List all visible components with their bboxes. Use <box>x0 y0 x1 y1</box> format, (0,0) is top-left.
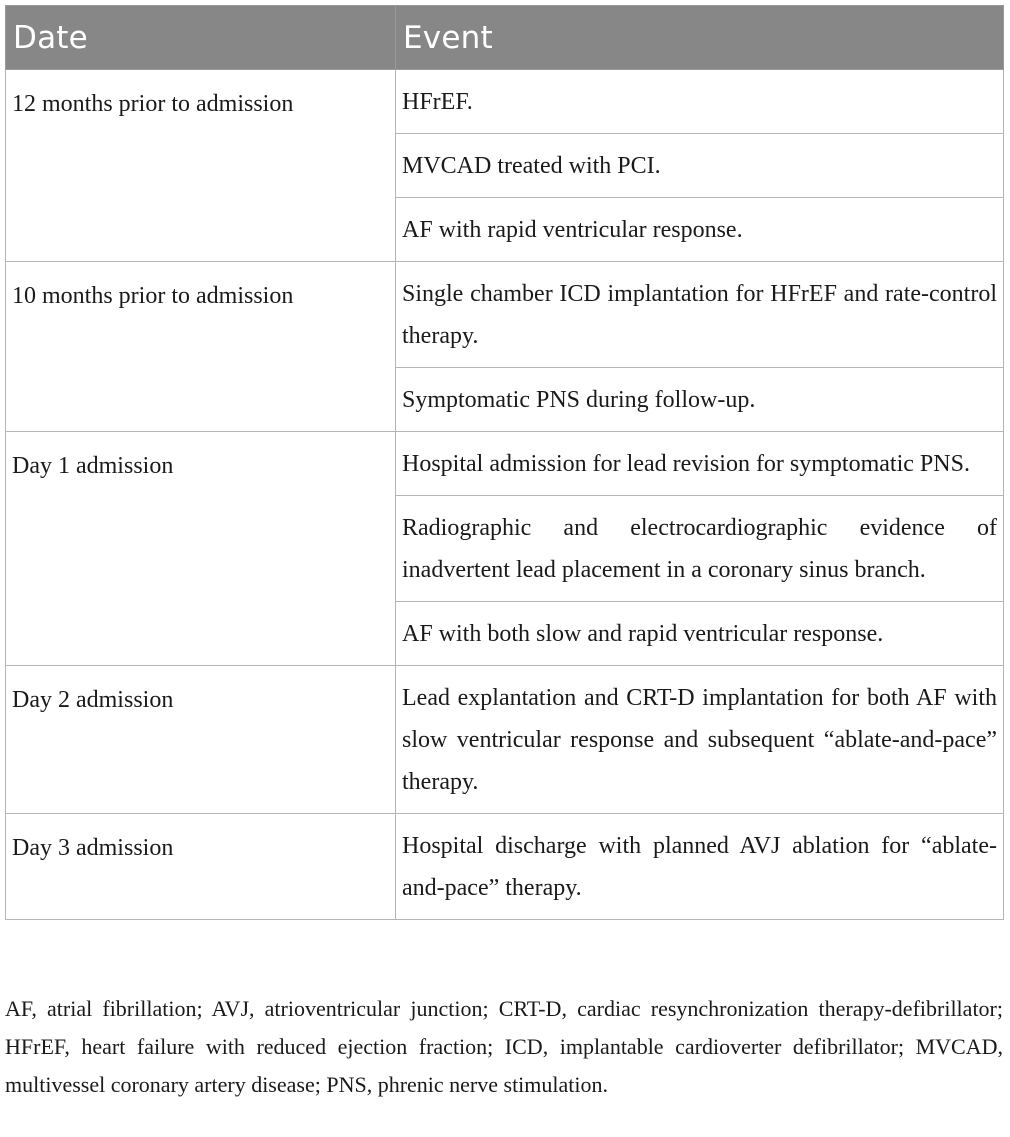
event-cell: Single chamber ICD implantation for HFrEF and rate-control therapy. <box>396 262 1004 368</box>
table-row <box>6 70 1004 134</box>
date-cell: Day 1 admission <box>6 432 396 666</box>
table-row <box>6 432 1004 496</box>
event-cell: Hospital admission for lead revision for symptomatic PNS. <box>396 432 1004 496</box>
event-cell: MVCAD treated with PCI. <box>396 134 1004 198</box>
table-row <box>6 814 1004 920</box>
event-cell: AF with rapid ventricular response. <box>396 198 1004 262</box>
event-cell: HFrEF. <box>396 70 1004 134</box>
date-cell: Day 3 admission <box>6 814 396 920</box>
event-cell: AF with both slow and rapid ventricular response. <box>396 602 1004 666</box>
date-column-header: Date <box>6 6 396 70</box>
date-cell: Day 2 admission <box>6 666 396 814</box>
event-cell: Lead explantation and CRT-D implantation for both AF with slow ventricular response and subsequent “ablate-and-pace” therapy. <box>396 666 1004 814</box>
event-cell: Symptomatic PNS during follow-up. <box>396 368 1004 432</box>
timeline-table <box>5 5 1004 920</box>
event-cell: Hospital discharge with planned AVJ ablation for “ablate-and-pace” therapy. <box>396 814 1004 920</box>
table-row <box>6 666 1004 814</box>
date-cell: 10 months prior to admission <box>6 262 396 432</box>
table-footnote: AF, atrial fibrillation; AVJ, atrioventricular junction; CRT-D, cardiac resynchronization therapy-defibrillator; HFrEF, heart failure with reduced ejection fraction; ICD, implantable cardioverter defibrillator; MVCAD, multivessel coronary artery disease; PNS, phrenic nerve stimulation. <box>5 996 1003 1097</box>
table-row <box>6 262 1004 368</box>
date-cell: 12 months prior to admission <box>6 70 396 262</box>
header-row <box>6 6 1004 70</box>
event-column-header: Event <box>396 6 1004 70</box>
event-cell: Radiographic and electrocardiographic evidence of inadvertent lead placement in a coronary sinus branch. <box>396 496 1004 602</box>
